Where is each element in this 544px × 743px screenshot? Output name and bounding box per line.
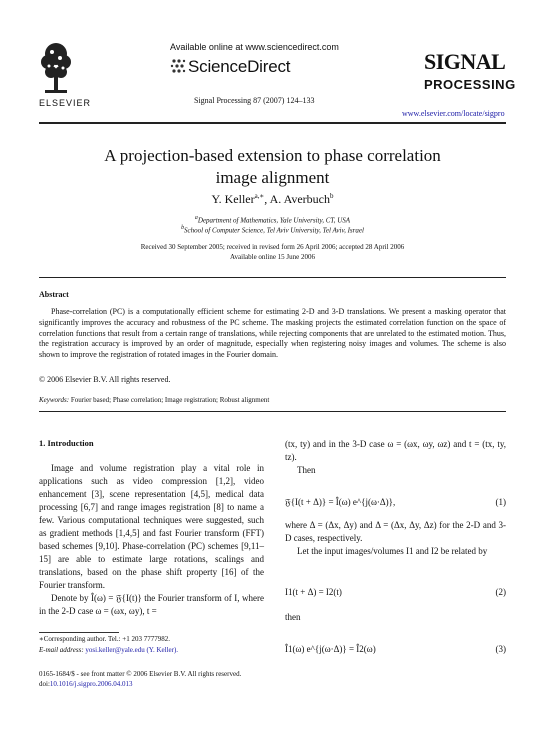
- equation-2: [285, 587, 506, 597]
- abstract-copyright: © 2006 Elsevier B.V. All rights reserved.: [39, 375, 171, 384]
- online-date: Available online 15 June 2006: [229, 253, 316, 261]
- keywords-label: Keywords:: [39, 396, 70, 404]
- affil-label-a: a: [194, 215, 198, 221]
- publisher-name: ELSEVIER: [39, 98, 92, 108]
- intro-paragraph-1: Image and volume registration play a vital role in applications such as video compression [1,2], video enhancement [3], scene representation [4,5], medical data processing [6,7] and range images registration [8] to name a few. Various computational techniques were suggested, such as gradient methods [1,4,5] and fast Fourier transform (FFT) based schemes [9,10]. Phase-correlation (PC) schemes [9,11–15] are able to estimate large rotations, scalings and translations, based on the phase shift property [16] of the Fourier transform.: [39, 463, 264, 590]
- doi-prefix: doi:: [39, 680, 50, 688]
- available-online-text: Available online at www.sciencedirect.com: [170, 42, 339, 52]
- title-line-2: image alignment: [215, 168, 330, 187]
- email-label: E-mail address:: [39, 646, 84, 654]
- abstract-heading: Abstract: [39, 290, 69, 299]
- email-link[interactable]: yosi.keller@yale.edu (Y. Keller).: [85, 646, 179, 654]
- affil-label-b: b: [181, 225, 184, 231]
- right-then-2: then: [285, 612, 301, 622]
- equation-3-number: (3): [495, 644, 506, 654]
- affiliation-a: [39, 215, 506, 224]
- equation-1-body: 𝔉{I(t + Δ)} = Î(ω) e^{j(ω·Δ)},: [285, 497, 396, 507]
- equation-1: [285, 497, 506, 508]
- author-averbuch: , A. Averbuch: [264, 192, 330, 206]
- journal-citation: Signal Processing 87 (2007) 124–133: [194, 96, 315, 105]
- right-text-1: (tx, ty) and in the 3-D case ω = (ωx, ωy, ωz) and t = (tx, ty, tz).: [285, 439, 506, 462]
- author-averbuch-sup: b: [330, 192, 334, 200]
- equation-3-body: Î1(ω) e^{j(ω·Δ)} = Î2(ω): [285, 644, 376, 654]
- equation-1-number: (1): [495, 497, 506, 507]
- equation-2-number: (2): [495, 587, 506, 597]
- article-title: [39, 145, 506, 189]
- journal-logo-signal: SIGNAL: [424, 49, 506, 74]
- right-where-text: [285, 519, 506, 558]
- issn-line: 0165-1684/$ - see front matter © 2006 Elsevier B.V. All rights reserved.: [39, 670, 242, 678]
- footnote-corresponding: ∗Corresponding author. Tel.: +1 203 7777982.: [39, 635, 170, 643]
- footnote-rule: [39, 632, 119, 633]
- journal-logo-processing: PROCESSING: [424, 77, 516, 92]
- keywords-text: Fourier based; Phase correlation; Image registration; Robust alignment: [70, 396, 270, 404]
- title-line-1: A projection-based extension to phase correlation: [104, 146, 441, 165]
- article-dates: [39, 242, 506, 262]
- affiliation-a-text: Department of Mathematics, Yale University, CT, USA: [197, 216, 351, 225]
- section-heading-introduction: 1. Introduction: [39, 438, 94, 448]
- footnote-email: [39, 645, 269, 655]
- doi-link[interactable]: 10.1016/j.sigpro.2006.04.013: [49, 680, 133, 688]
- author-keller-sup: a,∗: [254, 192, 265, 200]
- equation-2-body: I1(t + Δ) = I2(t): [285, 587, 342, 597]
- abstract-body: Phase-correlation (PC) is a computationally efficient scheme for estimating 2-D and 3-D translations. We present a masking operator that significantly improves the accuracy and robustness of the PC scheme. The masking projects the estimated correlation function on the space of correlation functions that result from a certain range of translations, while rejecting components that are unrelated to the estimated motion. Thus, the registration accuracy is improved by an order of magnitude, especially when registering noisy images and volumes. The scheme is also shown to improve the registration of rotated images in the Fourier domain.: [39, 307, 506, 360]
- abstract-top-rule: [39, 277, 506, 278]
- sciencedirect-logo-icon: [170, 58, 186, 74]
- right-then-1: Then: [297, 465, 316, 475]
- abstract-bottom-rule: [39, 411, 506, 412]
- doi-line: [39, 679, 133, 689]
- affiliation-b-text: School of Computer Science, Tel Aviv University, Tel Aviv, Israel: [184, 226, 364, 235]
- right-where: where Δ = (Δx, Δy) and Δ = (Δx, Δy, Δz) for the 2-D and 3-D cases, respectively.: [285, 520, 506, 543]
- intro-left-column: [39, 462, 264, 618]
- intro-paragraph-2: Denote by Î(ω) = 𝔉{I(t)} the Fourier transform of I, where in the 2-D case ω = (ωx, ωy), t =: [39, 593, 264, 616]
- received-dates: Received 30 September 2005; received in revised form 26 April 2006; accepted 28 April 2006: [140, 243, 405, 251]
- author-list: [39, 192, 506, 207]
- journal-url-link[interactable]: www.elsevier.com/locate/sigpro: [402, 109, 505, 118]
- affiliation-b: [39, 225, 506, 234]
- right-let: Let the input images/volumes I1 and I2 be related by: [297, 546, 488, 556]
- intro-right-column: [285, 438, 506, 477]
- elsevier-tree-logo: [39, 40, 73, 96]
- header-divider: [39, 122, 506, 124]
- sciencedirect-wordmark: ScienceDirect: [188, 57, 291, 76]
- keywords-line: [39, 396, 269, 404]
- author-keller: Y. Keller: [211, 192, 255, 206]
- equation-3: [285, 644, 506, 654]
